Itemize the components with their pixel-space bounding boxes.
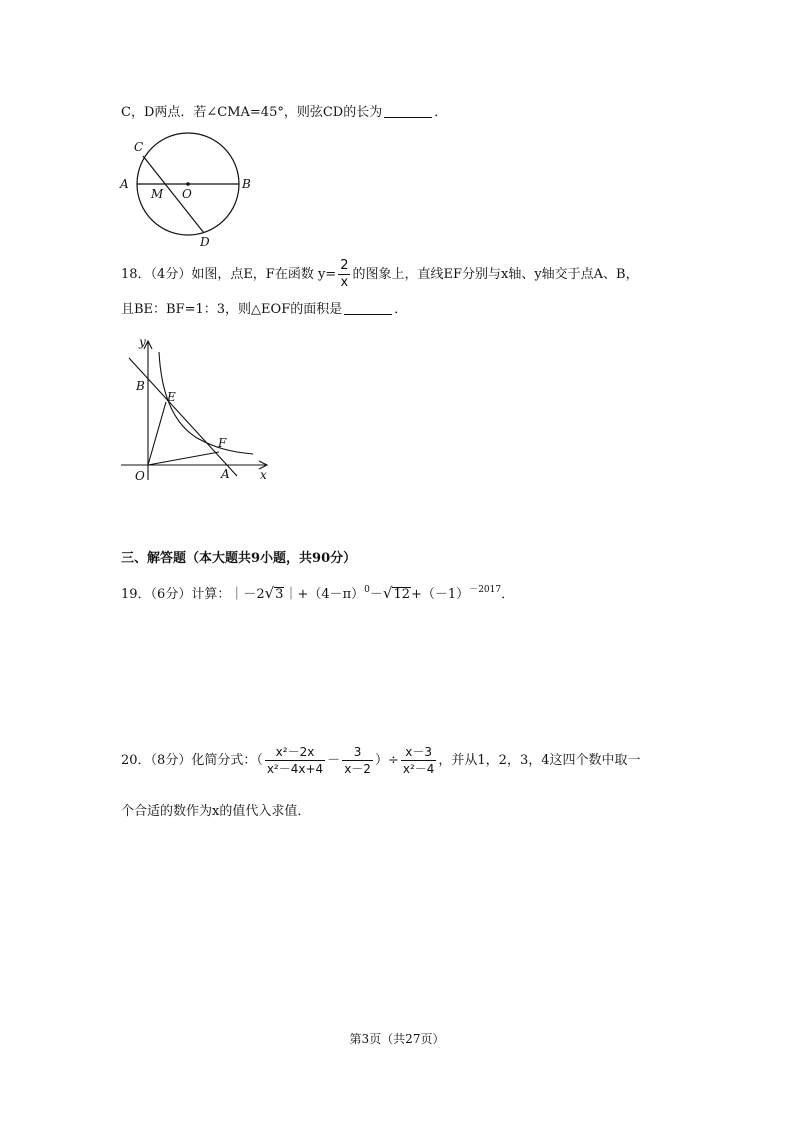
q20-f2-den: x－2 (344, 762, 371, 776)
q20-prefix: 20．（8分）化简分式：（ (121, 753, 263, 768)
q19-sqrt2: 12 (393, 587, 411, 602)
q18-frac-den: x (340, 275, 349, 290)
sqrt-sign-icon: √ (264, 584, 275, 602)
q18-line2 (121, 300, 407, 320)
section-3-heading: 三、解答题（本大题共9小题，共90分） (121, 551, 357, 566)
label-c: C (134, 140, 144, 154)
q20-fraction-1 (265, 744, 325, 777)
q19-suffix: ． (501, 587, 515, 602)
label-o: O (182, 187, 192, 201)
q20-fraction-3 (401, 744, 437, 777)
segment-oe (148, 402, 166, 465)
q20-f1-num: x²－2x (265, 744, 325, 761)
q18-number: 18．（4分）如图，点E，F在函数 y= (121, 267, 337, 282)
circle-figure (110, 130, 260, 250)
label-a: A (120, 177, 129, 191)
q17-answer-blank[interactable] (384, 103, 432, 118)
q19-mid1: ｜+（4－π） (284, 587, 365, 602)
q20-f1-den: x²－4x+4 (266, 762, 324, 776)
label-y: y (139, 335, 146, 349)
label-b: B (136, 379, 145, 393)
q17-text (121, 103, 447, 123)
q18-answer-blank[interactable] (344, 300, 392, 315)
q20-line2: 个合适的数作为x的值代入求值． (121, 804, 311, 819)
q18-rest: 的图象上，直线EF分别与x轴、y轴交于点A、B， (352, 267, 639, 282)
q18-line1 (121, 258, 639, 291)
label-d: D (200, 235, 210, 249)
label-f: F (218, 436, 227, 450)
label-b: B (242, 177, 251, 191)
label-m: M (151, 187, 164, 201)
q20-f3-num: x－3 (401, 744, 437, 761)
hyperbola-figure (115, 330, 280, 490)
label-e: E (167, 390, 176, 404)
q18-line2-prefix: 且BE：BF=1：3，则△EOF的面积是 (121, 302, 343, 317)
q20-rest: ，并从1，2，3，4这四个数中取一 (438, 753, 641, 768)
q19-exp0: 0 (364, 585, 370, 595)
q19-exp1: －2017 (469, 585, 502, 595)
q20-fraction-2 (342, 744, 373, 777)
q17-suffix: ． (434, 105, 448, 120)
q19-mid2: － (369, 587, 383, 602)
q19-prefix: 19．（6分）计算：｜－2 (121, 587, 265, 602)
q18-line2-suffix: ． (394, 302, 408, 317)
center-point (186, 182, 190, 186)
label-a: A (221, 467, 230, 481)
segment-of (148, 452, 219, 465)
q17-prefix: C，D两点．若∠CMA=45°，则弦CD的长为 (121, 105, 383, 120)
page-footer: 第3页（共27页） (349, 1032, 445, 1046)
q20-f2-num: 3 (342, 744, 373, 761)
q19-mid3: +（－1） (411, 587, 470, 602)
label-x: x (260, 468, 267, 482)
sqrt-sign-icon: √ (382, 584, 393, 602)
q18-frac-num: 2 (340, 258, 349, 273)
q19-sqrt1: 3 (275, 587, 284, 602)
q20-line1 (121, 744, 641, 777)
q19-text (121, 580, 514, 605)
q20-minus: － (327, 753, 341, 768)
q18-fraction (338, 258, 350, 291)
q20-f3-den: x²－4 (402, 762, 435, 776)
q20-div: ）÷ (374, 753, 399, 768)
label-o: O (135, 469, 145, 483)
